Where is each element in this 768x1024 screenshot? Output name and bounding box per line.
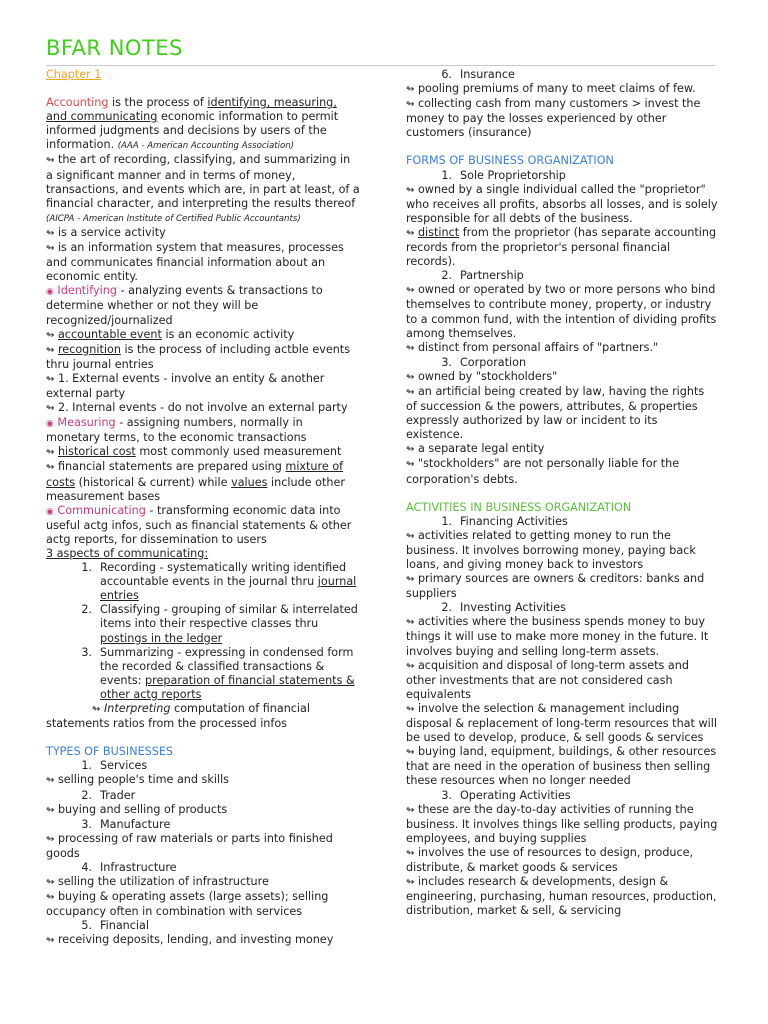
list-item: ↬ distinct from personal affairs of "partners." bbox=[406, 340, 659, 354]
activities-heading: ACTIVITIES IN BUSINESS ORGANIZATION bbox=[406, 500, 632, 514]
list-item: ↬ acquisition and disposal of long-term assets and other investments that are not considered cash equivalents bbox=[406, 658, 689, 701]
list-item: ↬ these are the day-to-day activities of running the business. It involves things like selling products, paying employees, and buying supplies bbox=[406, 802, 718, 845]
arrow-icon: ↬ bbox=[46, 329, 55, 341]
list-item: 3. Manufacture bbox=[81, 817, 171, 831]
arrow-icon: ↬ bbox=[46, 227, 55, 239]
arrow-icon: ↬ bbox=[406, 617, 415, 629]
list-item: ↬ selling people's time and skills bbox=[46, 773, 230, 787]
list-item: 1. Sole Proprietorship bbox=[441, 168, 566, 182]
measuring-item: ◉ Measuring - assigning numbers, normally in monetary terms, to the economic transactions bbox=[46, 416, 307, 445]
list-item: 3. Operating Activities bbox=[441, 788, 571, 802]
list-item: ↬ activities where the business spends money to buy things it will use to make more money in the future. It involves buying and selling long-term assets. bbox=[406, 615, 709, 658]
list-item: 1. Recording - systematically writing identified accountable events in the journal thru journal entries bbox=[81, 561, 357, 603]
list-item: ↬ "stockholders" are not personally liable for the corporation's debts. bbox=[406, 457, 680, 486]
arrow-icon: ↬ bbox=[406, 184, 415, 196]
interpreting-note: ↬ Interpreting computation of financial statements ratios from the processed infos bbox=[46, 702, 311, 731]
arrow-icon: ↬ bbox=[46, 373, 55, 385]
internal-events: ↬ 2. Internal events - do not involve an external party bbox=[46, 401, 348, 415]
list-item: ↬ primary sources are owners & creditors: banks and suppliers bbox=[406, 572, 705, 601]
list-item: 2. Classifying - grouping of similar & interrelated items into their respective classes thru postings in the ledger bbox=[81, 603, 358, 645]
list-item: ↬ selling the utilization of infrastructure bbox=[46, 875, 269, 889]
forms-heading: FORMS OF BUSINESS ORGANIZATION bbox=[406, 154, 614, 168]
arrow-icon: ↬ bbox=[46, 892, 55, 904]
accounting-term: Accounting bbox=[46, 96, 109, 110]
list-item: ↬ processing of raw materials or parts into finished goods bbox=[46, 831, 333, 860]
list-item: ↬ an artificial being created by law, having the rights of succession & the powers, attributes, & properties expressly authorized by law or incident to its existence. bbox=[406, 384, 705, 442]
arrow-icon: ↬ bbox=[46, 804, 55, 816]
list-item: 6. Insurance bbox=[441, 68, 515, 81]
list-item: ↬ activities related to getting money to run the business. It involves borrowing money, paying back loans, and giving money back to investors bbox=[406, 528, 696, 571]
arrow-icon: ↬ bbox=[406, 84, 415, 96]
arrow-icon: ↬ bbox=[406, 386, 415, 398]
list-item: ↬ owned by a single individual called the "proprietor" who receives all profits, absorbs all losses, and is solely responsible for all debts of the business. bbox=[406, 182, 718, 225]
arrow-icon: ↬ bbox=[46, 344, 55, 356]
bullet-icon: ◉ bbox=[46, 287, 54, 298]
list-item: ↬ distinct from the proprietor (has separate accounting records from the proprietor's personal financial records). bbox=[406, 225, 717, 269]
bullet-icon: ◉ bbox=[46, 506, 54, 517]
arrow-icon: ↬ bbox=[406, 285, 415, 297]
arrow-icon: ↬ bbox=[406, 747, 415, 759]
arrow-icon: ↬ bbox=[406, 459, 415, 471]
list-item: 4. Infrastructure bbox=[81, 860, 177, 874]
list-item: 3. Summarizing - expressing in condensed form the recorded & classified transactions & events: preparation of financial statements & other actg reports bbox=[81, 645, 355, 701]
historical-cost: ↬ historical cost most commonly used measurement bbox=[46, 445, 342, 459]
arrow-icon: ↬ bbox=[406, 99, 415, 111]
list-item: ↬ collecting cash from many customers > invest the money to pay the losses experienced by other customers (insurance) bbox=[406, 97, 701, 140]
arrow-icon: ↬ bbox=[406, 847, 415, 859]
list-item: ↬ buying and selling of products bbox=[46, 802, 228, 816]
arrow-icon: ↬ bbox=[406, 703, 415, 715]
recognition: ↬ recognition is the process of including actble events thru journal entries bbox=[46, 342, 351, 371]
list-item: 1. Financing Activities bbox=[441, 514, 568, 528]
arrow-icon: ↬ bbox=[46, 833, 55, 845]
list-item: 5. Financial bbox=[81, 919, 149, 933]
arrow-icon: ↬ bbox=[406, 371, 415, 383]
list-item: ↬ receiving deposits, lending, and investing money bbox=[46, 933, 334, 947]
definition-system: ↬ is an information system that measures, processes and communicates financial information about an economic entity. bbox=[46, 241, 344, 284]
list-item: ↬ includes research & developments, design & engineering, purchasing, human resources, production, distribution, market & sell, & servicing bbox=[406, 875, 717, 918]
external-events: ↬ 1. External events - involve an entity & another external party bbox=[46, 371, 325, 400]
arrow-icon: ↬ bbox=[46, 935, 55, 947]
list-item: ↬ buying & operating assets (large assets); selling occupancy often in combination with services bbox=[46, 890, 329, 919]
arrow-icon: ↬ bbox=[46, 403, 55, 415]
arrow-icon: ↬ bbox=[406, 804, 415, 816]
list-item: 2. Trader bbox=[81, 788, 136, 802]
arrow-icon: ↬ bbox=[92, 704, 101, 716]
identifying-item: ◉ Identifying - analyzing events & transactions to determine whether or not they will be recognized/journalized bbox=[46, 284, 323, 327]
list-item: ↬ owned by "stockholders" bbox=[406, 369, 558, 383]
list-item: 1. Services bbox=[81, 759, 148, 773]
communicating-item: ◉ Communicating - transforming economic data into useful actg infos, such as financial statements & other actg reports, for dissemination to users bbox=[46, 503, 352, 546]
list-item: ↬ involves the use of resources to design, produce, distribute, & market goods & services bbox=[406, 845, 694, 874]
arrow-icon: ↬ bbox=[46, 155, 55, 167]
bullet-icon: ◉ bbox=[46, 419, 54, 430]
list-item: 3. Corporation bbox=[441, 355, 527, 369]
arrow-icon: ↬ bbox=[46, 462, 55, 474]
list-item: ↬ buying land, equipment, buildings, & other resources that are need in the operation of business then selling these resources when no longer needed bbox=[406, 745, 717, 788]
arrow-icon: ↬ bbox=[46, 775, 55, 787]
list-item: ↬ owned or operated by two or more persons who bind themselves to contribute money, property, or industry to a common fund, with the intention of dividing profits among themselves. bbox=[406, 283, 717, 340]
arrow-icon: ↬ bbox=[406, 342, 415, 354]
left-column bbox=[46, 68, 360, 949]
arrow-icon: ↬ bbox=[406, 877, 415, 889]
aspects-heading: 3 aspects of communicating: bbox=[46, 547, 209, 560]
arrow-icon: ↬ bbox=[406, 227, 415, 239]
arrow-icon: ↬ bbox=[46, 447, 55, 459]
page-title: BFAR NOTES bbox=[46, 36, 183, 60]
definition-aicpa: ↬ the art of recording, classifying, and summarizing in a significant manner and in terms of money, transactions, and events which are, in part at least, of a financial character, and interpreting the results thereof (AICPA - American Institute of Certified Public Accountants) bbox=[46, 153, 360, 224]
arrow-icon: ↬ bbox=[46, 243, 55, 255]
title-divider bbox=[46, 65, 716, 66]
right-column bbox=[406, 68, 718, 918]
arrow-icon: ↬ bbox=[406, 444, 415, 456]
list-item: ↬ pooling premiums of many to meet claims of few. bbox=[406, 82, 696, 96]
definition-service: ↬ is a service activity bbox=[46, 225, 166, 239]
accountable-event: ↬ accountable event is an economic activity bbox=[46, 327, 295, 341]
arrow-icon: ↬ bbox=[406, 530, 415, 542]
financial-statements-note: ↬ financial statements are prepared using mixture of costs (historical & current) while values include other measurement bases bbox=[46, 460, 345, 503]
arrow-icon: ↬ bbox=[46, 877, 55, 889]
accounting-definition: Accounting is the process of identifying, measuring, and communicating economic information to permit informed judgments and decisions by users of the information. (AAA - American Accounting Association) bbox=[46, 96, 339, 152]
list-item: ↬ a separate legal entity bbox=[406, 442, 545, 456]
types-heading: TYPES OF BUSINESSES bbox=[46, 745, 174, 759]
list-item: 2. Investing Activities bbox=[441, 601, 567, 615]
list-item: ↬ involve the selection & management including disposal & replacement of long-term resources that will be used to develop, produce, & sell goods & services bbox=[406, 701, 717, 745]
arrow-icon: ↬ bbox=[406, 574, 415, 586]
chapter-heading: Chapter 1 bbox=[46, 68, 102, 81]
arrow-icon: ↬ bbox=[406, 660, 415, 672]
list-item: 2. Partnership bbox=[441, 269, 524, 283]
